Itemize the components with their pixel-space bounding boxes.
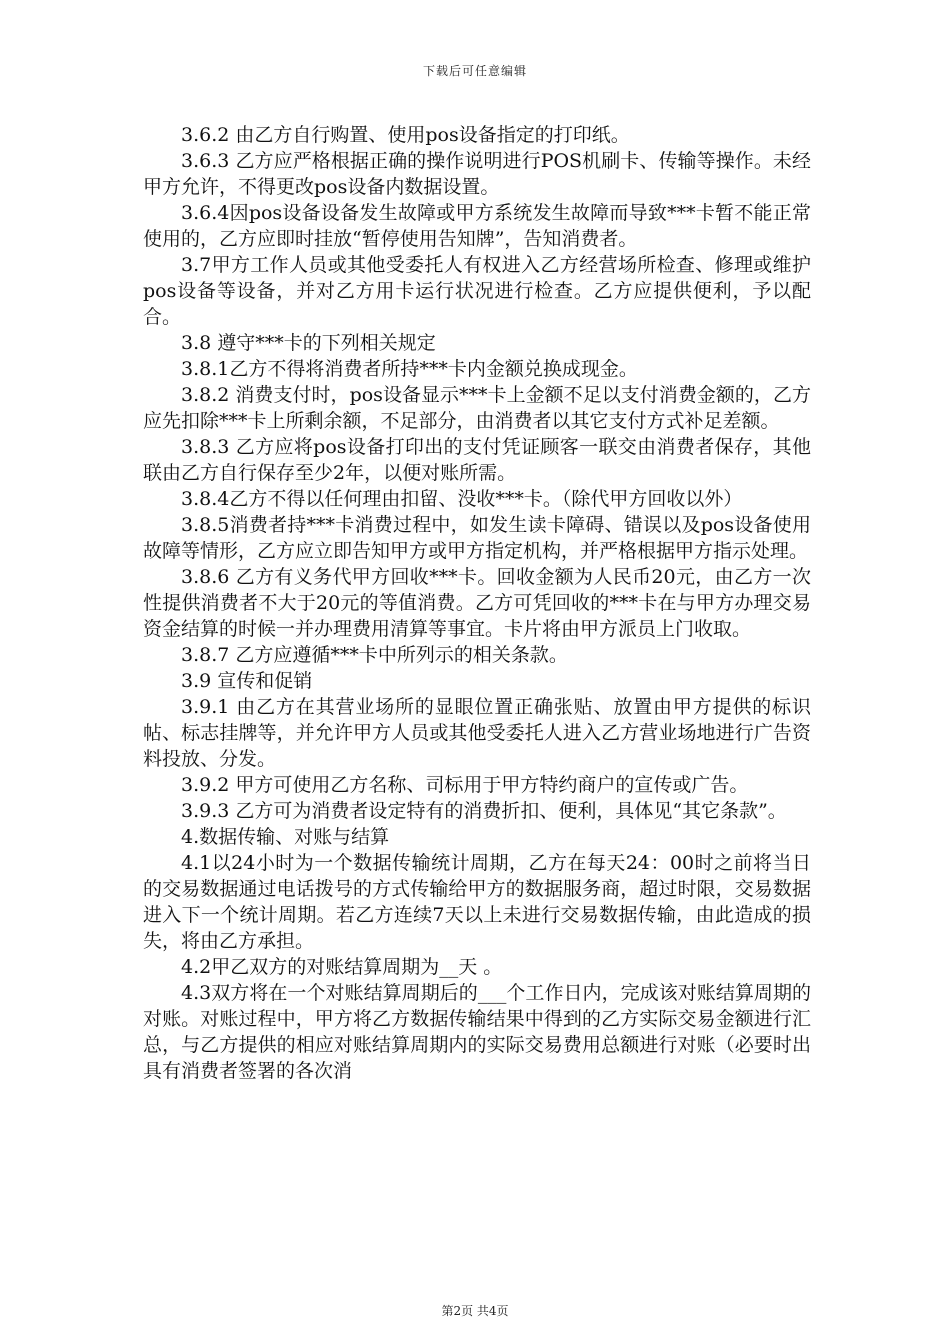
clause-3-6-4: 3.6.4因pos设备设备发生故障或甲方系统发生故障而导致***卡暂不能正常使用的，乙方应即时挂放“暂停使用告知牌”，告知消费者。 (143, 202, 811, 250)
page-footer: 第2页 共4页 (441, 1304, 509, 1318)
clause-3-8-1: 3.8.1乙方不得将消费者所持***卡内金额兑换成现金。 (181, 358, 638, 380)
clause-3-7: 3.7甲方工作人员或其他受委托人有权进入乙方经营场所检查、修理或维护pos设备等设备，并对乙方用卡运行状况进行检查。乙方应提供便利，予以配合。 (143, 254, 811, 328)
clause-3-8-3: 3.8.3 乙方应将pos设备打印出的支付凭证顾客一联交由消费者保存，其他联由乙方自行保存至少2年，以便对账所需。 (143, 436, 811, 484)
clause-4-2: 4.2甲乙双方的对账结算周期为__天 。 (181, 956, 503, 978)
clause-4-3: 4.3双方将在一个对账结算周期后的___个工作日内，完成该对账结算周期的对账。对账过程中，甲方将乙方数据传输结果中得到的乙方实际交易金额进行汇总，与乙方提供的相应对账结算周期内的实际交易费用总额进行对账（必要时出具有消费者签署的各次消 (143, 982, 811, 1082)
clause-3-9: 3.9 宣传和促销 (181, 670, 313, 692)
clause-3-9-1: 3.9.1 由乙方在其营业场所的显眼位置正确张贴、放置由甲方提供的标识帖、标志挂牌等，并允许甲方人员或其他受委托人进入乙方营业场地进行广告资料投放、分发。 (143, 696, 811, 770)
document-body (143, 122, 811, 1084)
clause-3-8-6: 3.8.6 乙方有义务代甲方回收***卡。回收金额为人民币20元，由乙方一次性提供消费者不大于20元的等值消费。乙方可凭回收的***卡在与甲方办理交易资金结算的时候一并办理费用清算等事宜。卡片将由甲方派员上门收取。 (143, 566, 811, 640)
clause-3-8-7: 3.8.7 乙方应遵循***卡中所列示的相关条款。 (181, 644, 568, 666)
clause-3-8-5: 3.8.5消费者持***卡消费过程中，如发生读卡障碍、错误以及pos设备使用故障等情形，乙方应立即告知甲方或甲方指定机构，并严格根据甲方指示处理。 (143, 514, 811, 562)
section-4-heading: 4.数据传输、对账与结算 (181, 826, 390, 848)
clause-3-6-3: 3.6.3 乙方应严格根据正确的操作说明进行POS机刷卡、传输等操作。未经甲方允许，不得更改pos设备内数据设置。 (143, 150, 811, 198)
clause-3-8-2: 3.8.2 消费支付时，pos设备显示***卡上金额不足以支付消费金额的，乙方应先扣除***卡上所剩余额，不足部分，由消费者以其它支付方式补足差额。 (143, 384, 811, 432)
clause-3-8-4: 3.8.4乙方不得以任何理由扣留、没收***卡。（除代甲方回收以外） (181, 488, 743, 510)
clause-3-9-3: 3.9.3 乙方可为消费者设定特有的消费折扣、便利，具体见“其它条款”。 (181, 800, 787, 822)
clause-4-1: 4.1以24小时为一个数据传输统计周期，乙方在每天24：00时之前将当日的交易数据通过电话拨号的方式传输给甲方的数据服务商，超过时限，交易数据进入下一个统计周期。若乙方连续7天以上未进行交易数据传输，由此造成的损失，将由乙方承担。 (143, 852, 811, 952)
clause-3-6-2: 3.6.2 由乙方自行购置、使用pos设备指定的打印纸。 (181, 124, 630, 146)
clause-3-9-2: 3.9.2 甲方可使用乙方名称、司标用于甲方特约商户的宣传或广告。 (181, 774, 749, 796)
page-header: 下载后可任意编辑 (422, 64, 527, 78)
clause-3-8: 3.8 遵守***卡的下列相关规定 (181, 332, 436, 354)
